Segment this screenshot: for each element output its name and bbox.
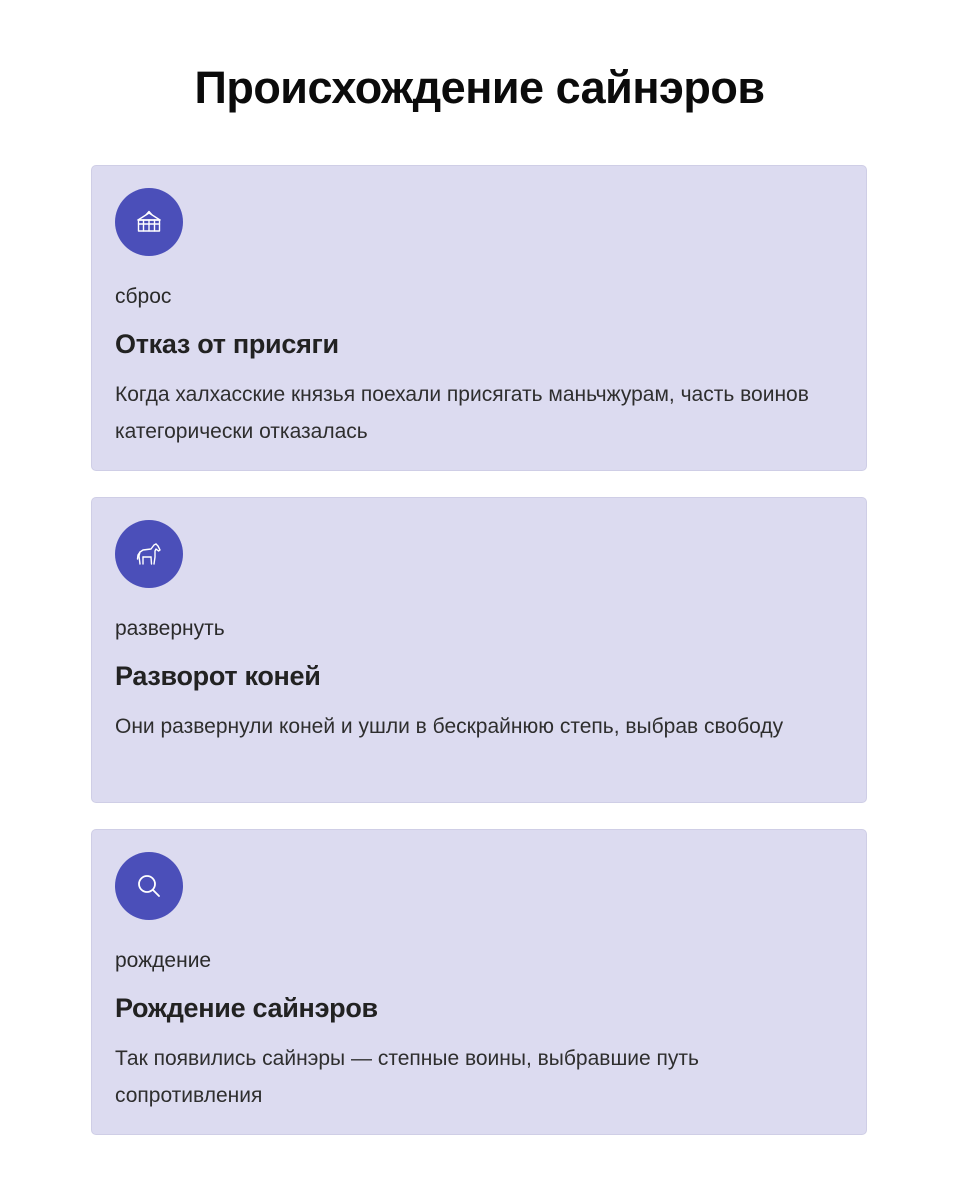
horse-icon [115, 520, 183, 588]
card-text: Когда халхасские князья поехали присягать маньчжурам, часть воинов категорически отказалась [115, 383, 809, 443]
search-icon [115, 852, 183, 920]
card-oath-refusal [91, 165, 867, 471]
card-title: Рождение сайнэров [115, 993, 378, 1023]
card-tag: сброс [115, 285, 172, 308]
yurt-icon [115, 188, 183, 256]
card-tag: рождение [115, 949, 212, 972]
card-horse-turn [91, 497, 867, 803]
card-tag: развернуть [115, 617, 225, 640]
card-text: Они развернули коней и ушли в бескрайнюю степь, выбрав свободу [115, 715, 784, 738]
page-title: Происхождение сайнэров [194, 62, 765, 113]
card-title: Отказ от присяги [115, 329, 339, 359]
card-title: Разворот коней [115, 661, 321, 691]
card-text: Так появились сайнэры — степные воины, выбравшие путь сопротивления [115, 1047, 699, 1107]
card-sainers-birth [91, 829, 867, 1135]
